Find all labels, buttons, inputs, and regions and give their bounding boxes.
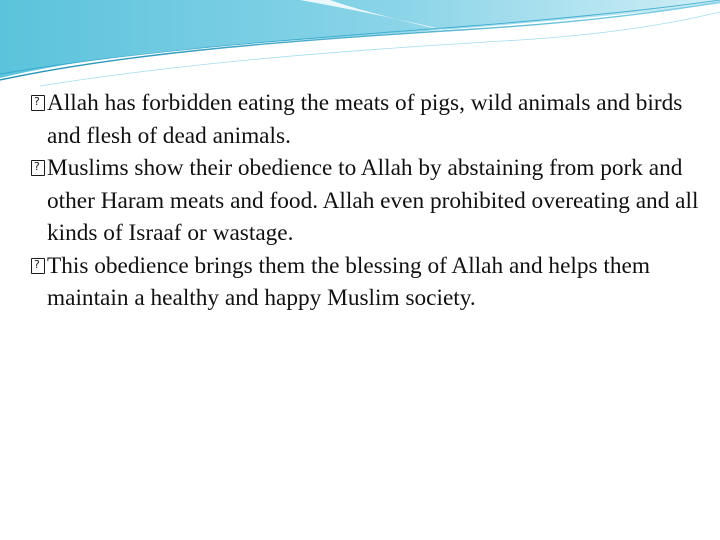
bullet-list	[30, 87, 700, 315]
missing-glyph-icon	[30, 250, 47, 283]
missing-glyph-icon	[30, 152, 47, 185]
bullet-item	[30, 87, 700, 152]
missing-glyph-icon	[30, 87, 47, 120]
bullet-text: This obedience brings them the blessing of Allah and helps them maintain a healthy and happy Muslim society.	[47, 252, 651, 311]
header-wave-fill	[0, 0, 720, 78]
bullet-text: Allah has forbidden eating the meats of pigs, wild animals and birds and flesh of dead animals.	[47, 90, 683, 149]
header-wave-decoration	[0, 0, 720, 90]
bullet-text: Muslims show their obedience to Allah by abstaining from pork and other Haram meats and food. Allah even prohibited overeating and all kinds of Israaf or wastage.	[47, 155, 699, 246]
bullet-item	[30, 250, 700, 315]
bullet-item	[30, 152, 700, 250]
